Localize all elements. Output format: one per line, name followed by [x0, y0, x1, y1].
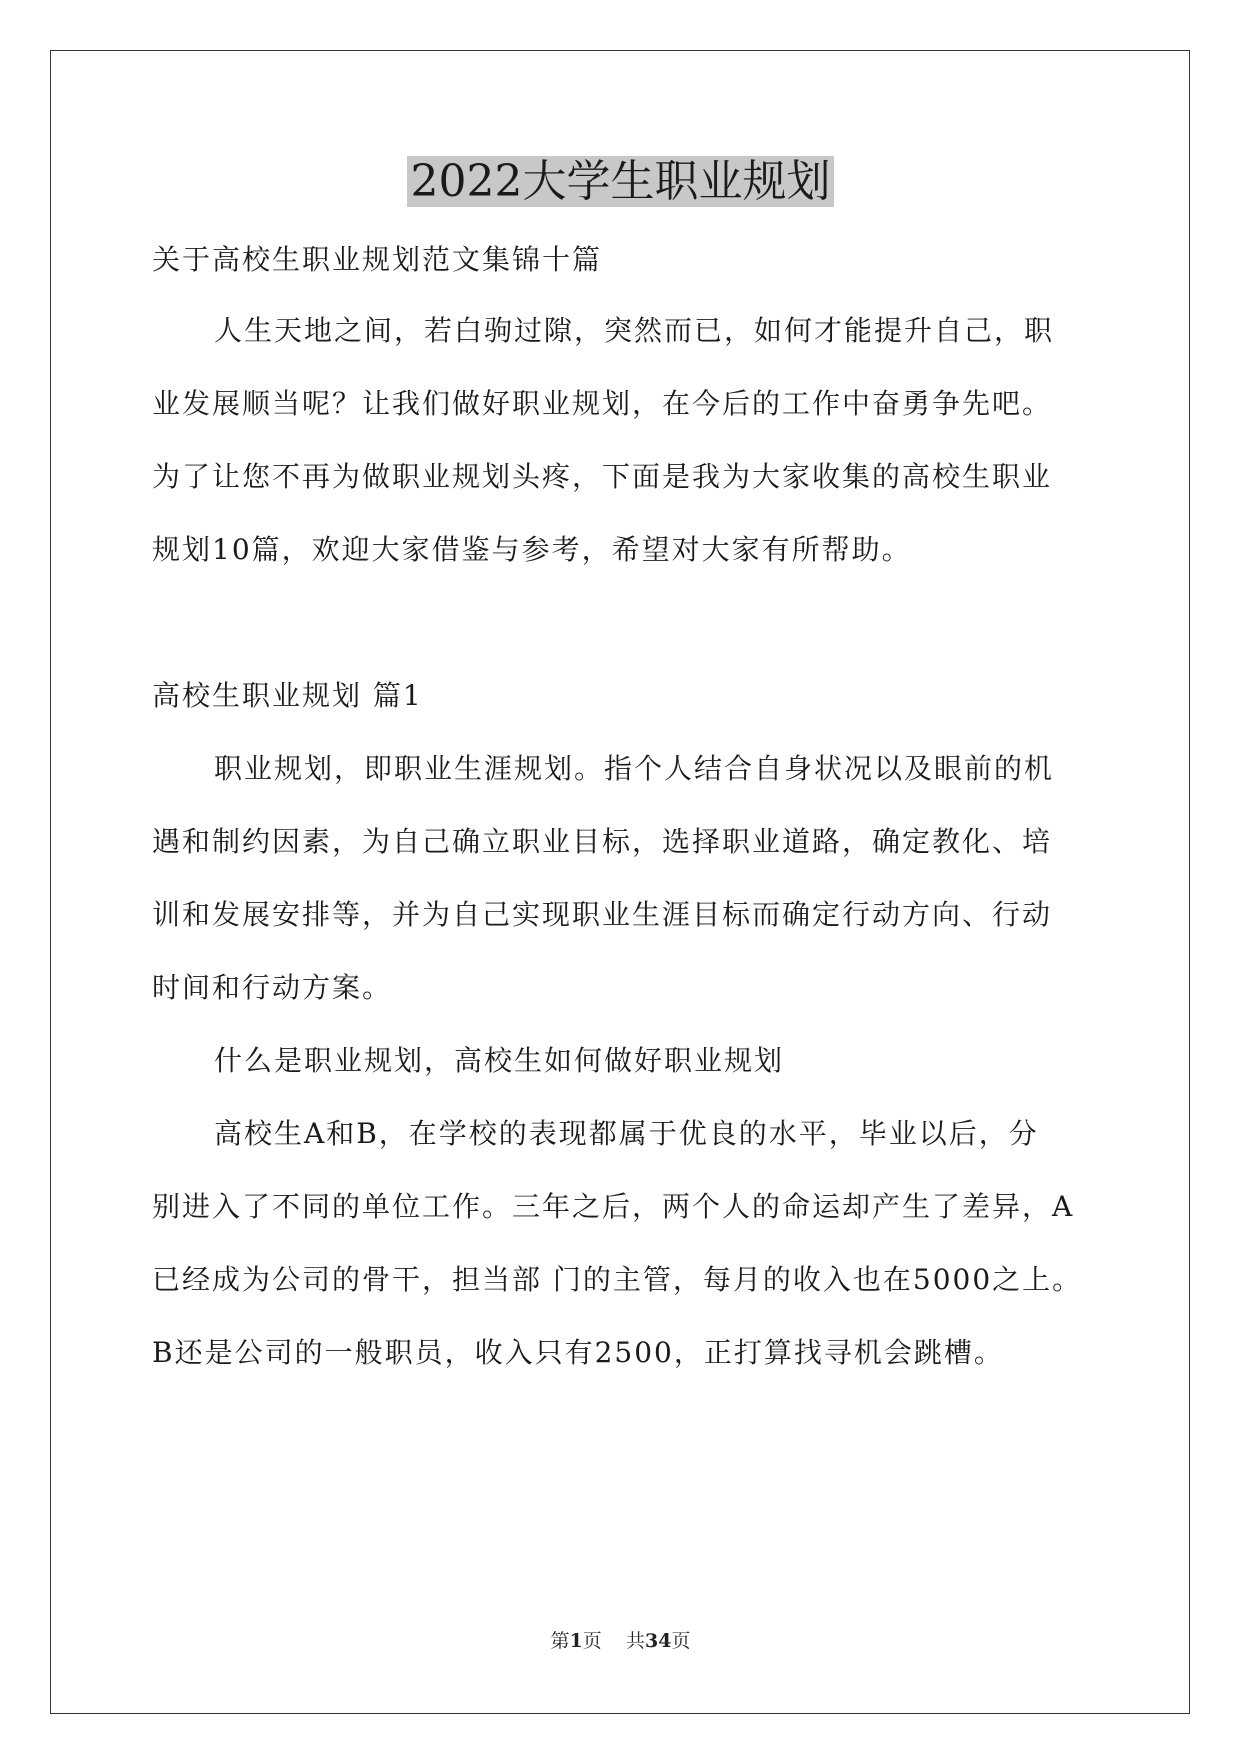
intro-line-3: 为了让您不再为做职业规划头疼，下面是我为大家收集的高校生职业: [152, 460, 1053, 493]
document-title-text: 2022大学生职业规划: [407, 156, 835, 207]
section-heading: 高校生职业规划 篇1: [152, 679, 423, 712]
para2-line-1: 什么是职业规划，高校生如何做好职业规划: [214, 1044, 785, 1077]
document-subtitle: 关于高校生职业规划范文集锦十篇: [152, 243, 603, 276]
page-border: [50, 50, 1190, 1714]
footer-total-prefix: 共: [625, 1630, 645, 1652]
para3-line-2: 别进入了不同的单位工作。三年之后，两个人的命运却产生了差异，A: [152, 1190, 1075, 1223]
page-footer: [0, 1628, 1241, 1654]
document-title: [0, 152, 1241, 212]
para1-line-3: 训和发展安排等，并为自己实现职业生涯目标而确定行动方向、行动: [152, 898, 1053, 931]
footer-page-prefix: 第: [550, 1630, 570, 1652]
para3-line-4: B还是公司的一般职员，收入只有2500，正打算找寻机会跳槽。: [152, 1336, 1004, 1369]
footer-total-suffix: 页: [671, 1630, 691, 1652]
para1-line-2: 遇和制约因素，为自己确立职业目标，选择职业道路，确定教化、培: [152, 825, 1053, 858]
intro-line-4: 规划10篇，欢迎大家借鉴与参考，希望对大家有所帮助。: [152, 533, 912, 566]
para3-line-3: 已经成为公司的骨干，担当部 门的主管，每月的收入也在5000之上。: [152, 1263, 1083, 1296]
para1-line-4: 时间和行动方案。: [152, 971, 393, 1004]
intro-line-2: 业发展顺当呢？让我们做好职业规划，在今后的工作中奋勇争先吧。: [152, 387, 1053, 420]
footer-page-suffix: 页: [582, 1630, 602, 1652]
intro-line-1: 人生天地之间，若白驹过隙，突然而已，如何才能提升自己，职: [214, 314, 1055, 347]
footer-total-pages: 34: [644, 1630, 672, 1652]
para1-line-1: 职业规划，即职业生涯规划。指个人结合自身状况以及眼前的机: [214, 752, 1055, 785]
footer-page-number: 1: [569, 1630, 583, 1652]
para3-line-1: 高校生A和B，在学校的表现都属于优良的水平，毕业以后，分: [214, 1117, 1039, 1150]
